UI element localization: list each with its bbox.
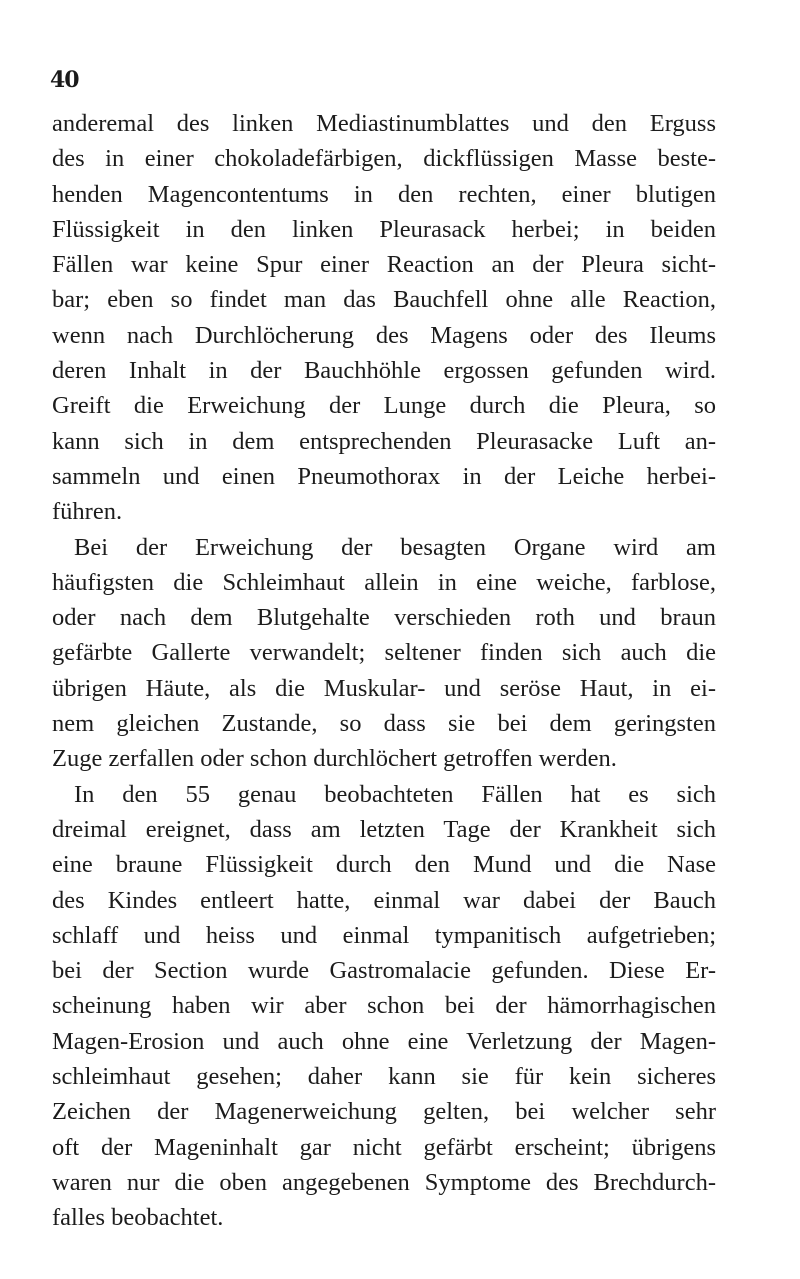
text-line: wenn nach Durchlöcherung des Magens oder des Ileums — [52, 321, 716, 349]
text-line: führen. — [52, 498, 123, 526]
text-line: schleimhaut gesehen; daher kann sie für kein sicheres — [52, 1063, 716, 1091]
text-line: bar; eben so findet man das Bauchfell ohne alle Reaction, — [52, 286, 716, 314]
text-line: des Kindes entleert hatte, einmal war dabei der Bauch — [52, 886, 716, 914]
text-line: übrigen Häute, als die Muskular- und seröse Haut, in ei- — [52, 674, 716, 702]
page-number: 40 — [50, 67, 79, 93]
body-text — [52, 106, 716, 1236]
text-line: kann sich in dem entsprechenden Pleurasacke Luft an- — [52, 427, 716, 455]
text-line: Greift die Erweichung der Lunge durch die Pleura, so — [52, 392, 716, 420]
text-line: gefärbte Gallerte verwandelt; seltener finden sich auch die — [52, 639, 716, 667]
text-line: henden Magencontentums in den rechten, einer blutigen — [52, 180, 716, 208]
text-line: falles beobachtet. — [52, 1204, 224, 1232]
text-line: scheinung haben wir aber schon bei der hämorrhagischen — [52, 992, 716, 1020]
text-line: Flüssigkeit in den linken Pleurasack herbei; in beiden — [52, 215, 716, 243]
text-line: häufigsten die Schleimhaut allein in eine weiche, farblose, — [52, 568, 716, 596]
text-line: Zuge zerfallen oder schon durchlöchert getroffen werden. — [52, 745, 617, 773]
text-line: sammeln und einen Pneumothorax in der Leiche herbei- — [52, 462, 716, 490]
text-line: Magen-Erosion und auch ohne eine Verletzung der Magen- — [52, 1027, 716, 1055]
text-line: Zeichen der Magenerweichung gelten, bei welcher sehr — [52, 1098, 716, 1126]
text-line: schlaff und heiss und einmal tympanitisch aufgetrieben; — [52, 921, 716, 949]
text-line: anderemal des linken Mediastinumblattes und den Erguss — [52, 110, 716, 137]
text-line: oft der Mageninhalt gar nicht gefärbt erscheint; übrigens — [52, 1133, 716, 1161]
text-line: deren Inhalt in der Bauchhöhle ergossen gefunden wird. — [52, 357, 716, 385]
text-line: Bei der Erweichung der besagten Organe wird am — [74, 533, 716, 561]
text-line: bei der Section wurde Gastromalacie gefunden. Diese Er- — [52, 957, 716, 985]
text-line: waren nur die oben angegebenen Symptome des Brechdurch- — [52, 1168, 716, 1196]
text-line: eine braune Flüssigkeit durch den Mund und die Nase — [52, 851, 716, 879]
text-line: Fällen war keine Spur einer Reaction an der Pleura sicht- — [52, 251, 716, 279]
text-line: nem gleichen Zustande, so dass sie bei dem geringsten — [52, 710, 716, 738]
text-line: oder nach dem Blutgehalte verschieden roth und braun — [52, 604, 716, 632]
text-line: dreimal ereignet, dass am letzten Tage der Krankheit sich — [52, 815, 716, 843]
text-line: des in einer chokoladefärbigen, dickflüssigen Masse beste- — [52, 145, 716, 173]
text-line: In den 55 genau beobachteten Fällen hat es sich — [74, 780, 716, 808]
